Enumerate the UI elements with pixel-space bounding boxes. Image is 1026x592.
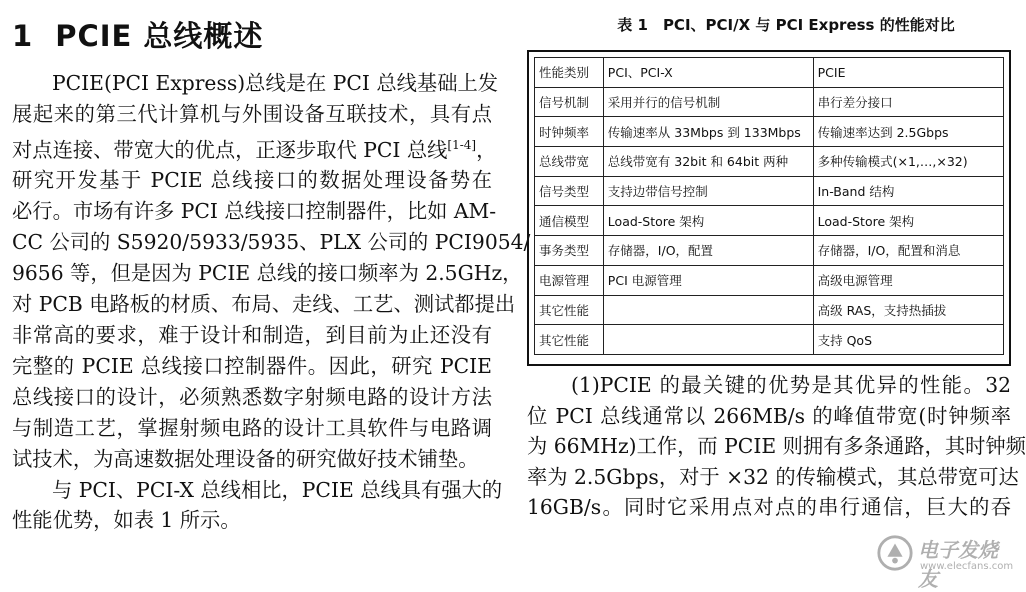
text-line: 对点连接、带宽大的优点，正逐步取代 PCI 总线[1-4]，	[12, 137, 497, 162]
table-cell: 传输速率达到 2.5Gbps	[813, 117, 1003, 147]
text-line: 性能优势，如表 1 所示。	[12, 508, 241, 533]
table-cell: 性能类别	[535, 58, 604, 88]
text-line: 必行。市场有许多 PCI 总线接口控制器件，比如 AM-	[12, 199, 497, 224]
table-cell: 串行差分接口	[813, 87, 1003, 117]
table-row	[535, 58, 1004, 88]
table-cell: 信号机制	[535, 87, 604, 117]
text-line: 对 PCB 电路板的材质、布局、走线、工艺、测试都提出	[12, 292, 516, 317]
table-cell: 总线带宽	[535, 147, 604, 177]
text-line: 展起来的第三代计算机与外围设备互联技术，具有点	[12, 101, 492, 126]
text-line: 16GB/s。同时它采用点对点的串行通信，巨大的吞	[527, 495, 1011, 519]
text-line: 研究开发基于 PCIE 总线接口的数据处理设备势在	[12, 168, 492, 193]
section-heading	[12, 14, 492, 54]
table-row	[535, 176, 1004, 206]
paragraph-1	[12, 68, 531, 475]
table-cell: PCI 电源管理	[603, 265, 813, 295]
text-line: 为 66MHz)工作，而 PCIE 则拥有多条通路，其时钟频	[527, 434, 1026, 458]
table-caption: 表 1 PCI、PCI/X 与 PCI Express 的性能对比	[617, 16, 955, 34]
table-cell: 信号类型	[535, 176, 604, 206]
text-line: 试技术，为高速数据处理设备的研究做好技术铺垫。	[12, 446, 479, 471]
table-cell: 传输速率从 33Mbps 到 133Mbps	[603, 117, 813, 147]
comparison-table	[534, 57, 1004, 355]
table-row	[535, 147, 1004, 177]
text-line: 位 PCI 总线通常以 266MB/s 的峰值带宽(时钟频率	[527, 403, 1011, 428]
table-cell: 多种传输模式(×1,…,×32)	[813, 147, 1003, 177]
table-cell: Load-Store 架构	[813, 206, 1003, 236]
comparison-table-frame	[527, 50, 1011, 366]
text-line: 非常高的要求，难于设计和制造，到目前为止还没有	[12, 323, 492, 348]
text-line: 率为 2.5Gbps，对于 ×32 的传输模式，其总带宽可达	[527, 464, 1019, 489]
table-row	[535, 295, 1004, 325]
table-cell: 高级电源管理	[813, 265, 1003, 295]
table-cell: 通信模型	[535, 206, 604, 236]
paragraph-2	[12, 475, 503, 537]
table-row	[535, 87, 1004, 117]
table-row	[535, 206, 1004, 236]
table-row	[535, 265, 1004, 295]
table-cell: 其它性能	[535, 295, 604, 325]
table-cell: 电源管理	[535, 265, 604, 295]
elecfans-logo-icon	[876, 534, 914, 572]
paragraph-3	[527, 370, 1026, 523]
table-cell: 存储器，I/O，配置和消息	[813, 236, 1003, 266]
watermark-name: 电子发烧友	[918, 538, 998, 591]
table-cell: 存储器，I/O，配置	[603, 236, 813, 266]
text-line: 9656 等，但是因为 PCIE 总线的接口频率为 2.5GHz，	[12, 261, 523, 286]
table-cell	[603, 295, 813, 325]
table-cell: 事务类型	[535, 236, 604, 266]
table-cell: 高级 RAS，支持热插拔	[813, 295, 1003, 325]
table-cell: 时钟频率	[535, 117, 604, 147]
table-cell: In-Band 结构	[813, 176, 1003, 206]
text-line: 与 PCI、PCI-X 总线相比，PCIE 总线具有强大的	[52, 477, 503, 502]
table-cell: 采用并行的信号机制	[603, 87, 813, 117]
section-title: PCIE 总线概述	[55, 19, 264, 53]
table-cell: PCIE	[813, 58, 1003, 88]
table-cell: PCI、PCI-X	[603, 58, 813, 88]
left-column	[12, 14, 531, 536]
text-line: CC 公司的 S5920/5933/5935、PLX 公司的 PCI9054/	[12, 230, 531, 255]
table-cell	[603, 325, 813, 355]
watermark-url: www.elecfans.com	[920, 561, 1014, 572]
table-row	[535, 117, 1004, 147]
text-line: 完整的 PCIE 总线接口控制器件。因此，研究 PCIE	[12, 353, 492, 378]
table-cell: 支持边带信号控制	[603, 176, 813, 206]
text-line: 总线接口的设计，必须熟悉数字射频电路的设计方法	[12, 384, 492, 409]
table-cell: 支持 QoS	[813, 325, 1003, 355]
table-cell: Load-Store 架构	[603, 206, 813, 236]
table-row	[535, 236, 1004, 266]
text-line: PCIE(PCI Express)总线是在 PCI 总线基础上发	[52, 71, 499, 95]
table-cell: 其它性能	[535, 325, 604, 355]
table-row	[535, 325, 1004, 355]
citation: [1-4]	[447, 137, 477, 152]
text-line: 与制造工艺，掌握射频电路的设计工具软件与电路调	[12, 415, 492, 440]
table-cell: 总线带宽有 32bit 和 64bit 两种	[603, 147, 813, 177]
text-line: (1)PCIE 的最关键的优势是其优异的性能。32	[571, 373, 1011, 397]
watermark	[876, 528, 1014, 591]
section-number: 1	[12, 19, 34, 53]
